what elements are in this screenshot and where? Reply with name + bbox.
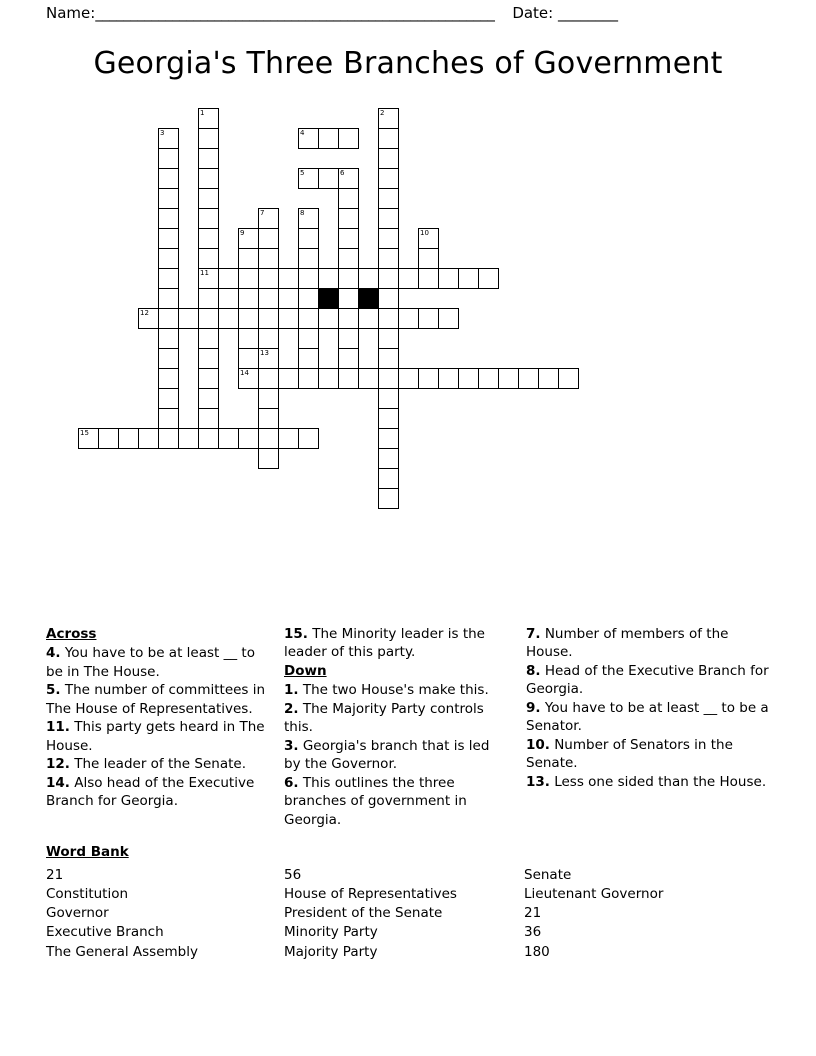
grid-cell[interactable]	[558, 368, 579, 389]
word-bank-item: Governor	[46, 905, 109, 922]
grid-cell[interactable]	[158, 408, 179, 429]
grid-cell[interactable]	[118, 428, 139, 449]
clue-number: 8.	[526, 662, 541, 679]
word-bank-columns	[46, 866, 770, 962]
grid-cell[interactable]	[378, 248, 399, 269]
grid-cell[interactable]	[158, 128, 179, 149]
grid-cell[interactable]	[298, 308, 319, 329]
grid-cell[interactable]	[198, 308, 219, 329]
grid-cell[interactable]	[258, 248, 279, 269]
grid-cell[interactable]	[378, 348, 399, 369]
grid-cell[interactable]	[358, 368, 379, 389]
grid-cell[interactable]	[458, 268, 479, 289]
grid-cell[interactable]	[338, 228, 359, 249]
grid-cell[interactable]	[198, 348, 219, 369]
grid-cell[interactable]	[198, 388, 219, 409]
grid-cell[interactable]	[238, 288, 259, 309]
grid-cell[interactable]	[278, 268, 299, 289]
word-bank-item: 21	[524, 905, 542, 922]
grid-cell[interactable]	[98, 428, 119, 449]
clue-item: 6. This outlines the three branches of government in Georgia.	[284, 774, 467, 828]
grid-cell[interactable]	[378, 388, 399, 409]
grid-cell[interactable]	[238, 348, 259, 369]
grid-cell-number: 13	[260, 349, 269, 357]
grid-cell[interactable]	[378, 208, 399, 229]
grid-cell[interactable]	[278, 368, 299, 389]
word-bank-item: 21	[46, 867, 64, 883]
clue-number: 10.	[526, 736, 550, 753]
clue-item: 10. Number of Senators in the Senate.	[526, 736, 733, 772]
grid-cell[interactable]	[158, 228, 179, 249]
grid-cell[interactable]	[158, 268, 179, 289]
grid-cell[interactable]	[298, 168, 319, 189]
grid-cell[interactable]	[298, 268, 319, 289]
grid-cell[interactable]	[378, 328, 399, 349]
grid-cell[interactable]	[318, 268, 339, 289]
grid-cell[interactable]	[338, 368, 359, 389]
grid-cell[interactable]	[178, 308, 199, 329]
grid-cell[interactable]	[238, 428, 259, 449]
clues-column-3	[526, 625, 770, 791]
grid-cell[interactable]	[198, 208, 219, 229]
grid-cell[interactable]	[438, 308, 459, 329]
clue-number: 1.	[284, 682, 299, 699]
word-bank-item: Minority Party	[284, 924, 378, 941]
date-label: Date: ________	[512, 4, 618, 22]
grid-cell[interactable]	[378, 308, 399, 329]
across-heading: Across	[46, 626, 97, 642]
grid-cell[interactable]	[338, 168, 359, 189]
grid-cell[interactable]	[378, 448, 399, 469]
grid-cell[interactable]	[198, 408, 219, 429]
grid-cell-number: 5	[300, 169, 305, 177]
grid-cell[interactable]	[238, 368, 259, 389]
word-bank-item: 56	[284, 867, 302, 883]
clue-number: 3.	[284, 737, 299, 754]
grid-cell-number: 11	[200, 269, 209, 277]
clue-number: 12.	[46, 756, 70, 773]
grid-cell[interactable]	[258, 208, 279, 229]
name-date-line	[46, 0, 770, 26]
down-heading: Down	[284, 662, 327, 679]
grid-cell[interactable]	[378, 188, 399, 209]
grid-cell-number: 14	[240, 369, 249, 377]
grid-cell[interactable]	[158, 148, 179, 169]
grid-cell[interactable]	[258, 308, 279, 329]
grid-cell[interactable]	[258, 368, 279, 389]
grid-cell[interactable]	[198, 168, 219, 189]
grid-cell[interactable]	[258, 228, 279, 249]
grid-cell[interactable]	[258, 408, 279, 429]
grid-cell-number: 9	[240, 229, 245, 237]
name-blank-rule: _________________________________________________________	[95, 4, 495, 22]
grid-cell[interactable]	[438, 268, 459, 289]
grid-cell-number: 15	[80, 429, 89, 437]
grid-cell[interactable]	[198, 288, 219, 309]
clue-number: 9.	[526, 699, 541, 716]
grid-cell[interactable]	[378, 228, 399, 249]
grid-cell[interactable]	[298, 208, 319, 229]
clue-number: 13.	[526, 773, 550, 790]
grid-cell[interactable]	[218, 268, 239, 289]
clue-number: 15.	[284, 626, 308, 642]
grid-cell[interactable]	[158, 288, 179, 309]
word-bank-section	[46, 844, 770, 962]
word-bank-column-2	[284, 866, 524, 962]
word-bank-item: Lieutenant Governor	[524, 886, 664, 903]
grid-cell-number: 1	[200, 109, 205, 117]
clue-number: 6.	[284, 774, 299, 791]
clue-number: 7.	[526, 626, 541, 642]
word-bank-item: Majority Party	[284, 943, 378, 960]
clue-item: 14. Also head of the Executive Branch for Georgia.	[46, 774, 255, 810]
grid-cell[interactable]	[338, 268, 359, 289]
grid-cell[interactable]	[138, 428, 159, 449]
grid-cell[interactable]	[258, 448, 279, 469]
grid-cell[interactable]	[378, 268, 399, 289]
grid-cell[interactable]	[318, 368, 339, 389]
grid-cell[interactable]	[418, 308, 439, 329]
grid-cell[interactable]	[218, 308, 239, 329]
grid-cell[interactable]	[338, 328, 359, 349]
grid-cell[interactable]	[298, 328, 319, 349]
name-label: Name:	[46, 4, 96, 22]
crossword-grid	[78, 108, 738, 533]
grid-cell[interactable]	[418, 228, 439, 249]
grid-cell[interactable]	[158, 168, 179, 189]
grid-cell[interactable]	[258, 328, 279, 349]
grid-cell[interactable]	[258, 428, 279, 449]
clue-number: 4.	[46, 645, 61, 662]
grid-cell[interactable]	[338, 288, 359, 309]
grid-cell[interactable]	[418, 248, 439, 269]
grid-cell[interactable]	[158, 368, 179, 389]
grid-cell[interactable]	[378, 428, 399, 449]
clue-item: 11. This party gets heard in The House.	[46, 719, 265, 754]
grid-cell[interactable]	[398, 308, 419, 329]
word-bank-column-1	[46, 866, 284, 962]
grid-cell[interactable]	[338, 128, 359, 149]
clues-column-2	[284, 625, 508, 829]
clue-item: 3. Georgia's branch that is led by the Governor.	[284, 737, 490, 773]
grid-block	[358, 288, 379, 309]
clue-item: 15. The Minority leader is the leader of this party.	[284, 626, 485, 661]
clue-number: 11.	[46, 719, 70, 736]
grid-cell[interactable]	[198, 248, 219, 269]
grid-cell[interactable]	[298, 228, 319, 249]
grid-cell[interactable]	[258, 388, 279, 409]
grid-cell[interactable]	[298, 348, 319, 369]
grid-cell[interactable]	[378, 408, 399, 429]
grid-cell[interactable]	[418, 268, 439, 289]
grid-cell[interactable]	[258, 268, 279, 289]
page-title: Georgia's Three Branches of Government	[93, 46, 723, 81]
word-bank-item: 180	[524, 943, 550, 960]
word-bank-item: 36	[524, 924, 542, 941]
clue-item: 13. Less one sided than the House.	[526, 773, 767, 790]
grid-cell-number: 3	[160, 129, 165, 137]
clue-item: 7. Number of members of the House.	[526, 626, 729, 661]
grid-cell[interactable]	[198, 328, 219, 349]
grid-cell-number: 12	[140, 309, 149, 317]
grid-cell[interactable]	[238, 248, 259, 269]
grid-cell[interactable]	[198, 368, 219, 389]
clue-item: 2. The Majority Party controls this.	[284, 700, 484, 736]
grid-cell[interactable]	[458, 368, 479, 389]
grid-cell[interactable]	[378, 288, 399, 309]
word-bank-item: Senate	[524, 867, 572, 883]
grid-cell[interactable]	[78, 428, 99, 449]
grid-cell[interactable]	[178, 428, 199, 449]
grid-cell[interactable]	[218, 428, 239, 449]
grid-cell[interactable]	[198, 228, 219, 249]
word-bank-item: Constitution	[46, 886, 129, 903]
grid-cell[interactable]	[198, 428, 219, 449]
grid-cell[interactable]	[338, 348, 359, 369]
grid-cell-number: 2	[380, 109, 385, 117]
grid-cell[interactable]	[238, 228, 259, 249]
grid-cell[interactable]	[438, 368, 459, 389]
grid-cell[interactable]	[518, 368, 539, 389]
grid-cell[interactable]	[358, 308, 379, 329]
clue-item: 1. The two House's make this.	[284, 682, 489, 699]
clue-item: 9. You have to be at least __ to be a Senator.	[526, 699, 769, 735]
grid-cell-number: 6	[340, 169, 345, 177]
grid-cell[interactable]	[378, 168, 399, 189]
grid-cell[interactable]	[298, 248, 319, 269]
grid-cell[interactable]	[478, 268, 499, 289]
grid-cell[interactable]	[378, 128, 399, 149]
grid-cell[interactable]	[158, 428, 179, 449]
grid-cell[interactable]	[478, 368, 499, 389]
grid-cell[interactable]	[158, 328, 179, 349]
grid-cell[interactable]	[338, 248, 359, 269]
grid-cell[interactable]	[498, 368, 519, 389]
word-bank-item: House of Representatives	[284, 886, 457, 903]
clues-column-1	[46, 625, 270, 811]
grid-cell[interactable]	[138, 308, 159, 329]
grid-cell[interactable]	[278, 428, 299, 449]
grid-cell[interactable]	[158, 248, 179, 269]
grid-cell[interactable]	[358, 268, 379, 289]
grid-cell[interactable]	[158, 308, 179, 329]
grid-cell-number: 8	[300, 209, 305, 217]
grid-cell[interactable]	[198, 268, 219, 289]
grid-cell[interactable]	[198, 148, 219, 169]
grid-cell[interactable]	[418, 368, 439, 389]
grid-cell[interactable]	[338, 188, 359, 209]
grid-cell[interactable]	[378, 468, 399, 489]
clue-item: 12. The leader of the Senate.	[46, 756, 247, 773]
grid-cell[interactable]	[298, 288, 319, 309]
grid-cell[interactable]	[318, 168, 339, 189]
clues-section	[46, 625, 770, 828]
word-bank-item: President of the Senate	[284, 905, 443, 922]
clue-number: 5.	[46, 682, 61, 699]
grid-cell[interactable]	[318, 308, 339, 329]
grid-cell[interactable]	[238, 268, 259, 289]
grid-cell[interactable]	[378, 108, 399, 129]
grid-cell[interactable]	[378, 368, 399, 389]
grid-cell[interactable]	[338, 308, 359, 329]
grid-cell[interactable]	[158, 348, 179, 369]
grid-cell[interactable]	[298, 368, 319, 389]
word-bank-item: The General Assembly	[46, 943, 198, 960]
word-bank-heading: Word Bank	[46, 844, 129, 860]
word-bank-column-3	[524, 866, 770, 962]
grid-cell[interactable]	[538, 368, 559, 389]
grid-cell[interactable]	[158, 208, 179, 229]
grid-cell[interactable]	[238, 328, 259, 349]
grid-cell[interactable]	[258, 288, 279, 309]
clue-item: 5. The number of committees in The House of Representatives.	[46, 682, 266, 717]
clue-number: 14.	[46, 774, 70, 791]
grid-cell[interactable]	[298, 428, 319, 449]
grid-cell[interactable]	[198, 128, 219, 149]
grid-cell-number: 4	[300, 129, 305, 137]
grid-cell[interactable]	[198, 188, 219, 209]
grid-cell[interactable]	[398, 368, 419, 389]
grid-cell-number: 10	[420, 229, 429, 237]
grid-cell[interactable]	[238, 308, 259, 329]
grid-cell[interactable]	[278, 308, 299, 329]
grid-cell[interactable]	[378, 488, 399, 509]
grid-cell[interactable]	[378, 148, 399, 169]
grid-cell[interactable]	[198, 108, 219, 129]
grid-cell[interactable]	[298, 128, 319, 149]
grid-cell-number: 7	[260, 209, 265, 217]
grid-cell[interactable]	[398, 268, 419, 289]
clue-item: 8. Head of the Executive Branch for Georgia.	[526, 662, 769, 698]
grid-cell[interactable]	[158, 188, 179, 209]
grid-cell[interactable]	[258, 348, 279, 369]
crossword-grid-container	[0, 108, 816, 538]
grid-cell[interactable]	[318, 128, 339, 149]
word-bank-item: Executive Branch	[46, 924, 164, 941]
clue-item: 4. You have to be at least __ to be in The House.	[46, 645, 255, 680]
grid-cell[interactable]	[338, 208, 359, 229]
grid-block	[318, 288, 339, 309]
grid-cell[interactable]	[158, 388, 179, 409]
clue-number: 2.	[284, 700, 299, 717]
